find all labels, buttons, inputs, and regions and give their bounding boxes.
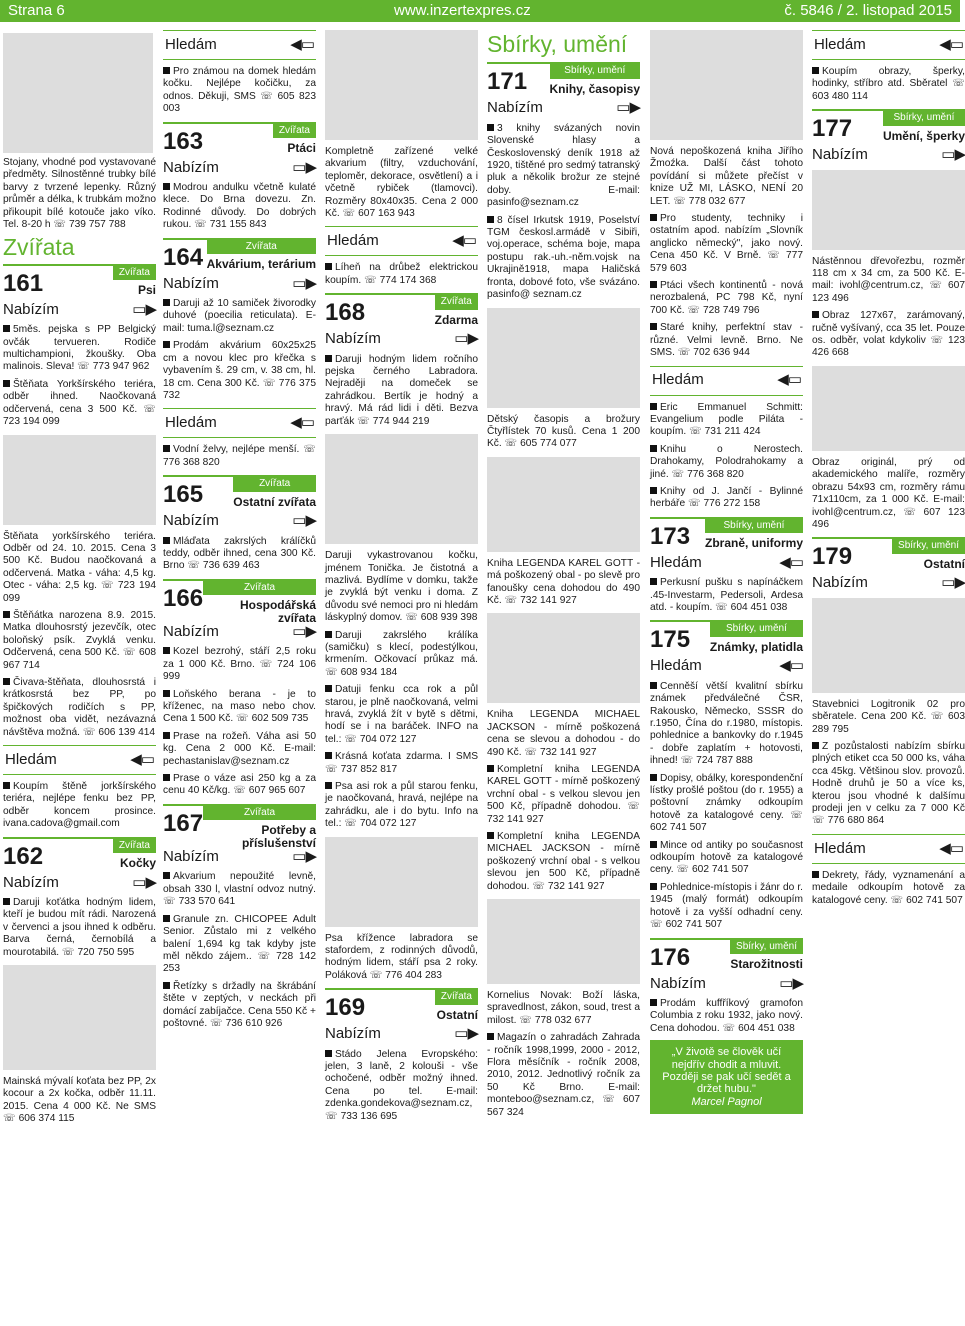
ad: Kozel bezrohý, stáří 2,5 roku za 1 000 Kč. Brno. ☏ 724 106 999 <box>163 646 316 683</box>
offer-heading: Nabízím <box>3 873 59 891</box>
column-4 <box>487 30 640 1124</box>
ad: Prase na rožeň. Váha asi 50 kg. Cena 2 000 Kč. E-mail: pechastanislav@seznam.cz <box>163 730 316 767</box>
ad: Kornelius Novak: Boží láska, spravedlnost, zákon, soud, trest a milost. ☏ 778 032 677 <box>487 990 640 1026</box>
ad: Líheň na drůbež elektrickou koupím. ☏ 774 174 368 <box>325 262 478 286</box>
ad: Loňského berana - je to kříženec, na maso nebo chov. Cena 1 500 Kč. ☏ 602 509 735 <box>163 688 316 725</box>
ad: Štěňata yorkšírského teriéra. Odběr od 24. 10. 2015. Cena 3 500 Kč. Budou naočkovaná a odčervená. Matka - váha: 4,5 kg. Otec - váha: 2,5 kg. ☏ 723 194 099 <box>3 530 156 604</box>
wanted-heading: Hledám <box>814 839 866 857</box>
ad: Obraz originál, prý od akademického malíře, rozměry obrazu 54x93 cm, rozměry rámu 71x110cm, za 1 000 Kč. E-mail: ivohl@centrum.cz, ☏ 607 123 496 <box>812 456 965 530</box>
section-number: 176 <box>650 943 691 971</box>
offer-heading: Nabízím <box>163 274 219 292</box>
section-sub: Zdarma <box>434 312 478 327</box>
ad: Stavebnici Logitronik 02 pro sběratele. Cena 200 Kč. ☏ 603 289 795 <box>812 698 965 735</box>
ad: Kompletní kniha LEGENDA MICHAEL JACKSON - mírně poškozený vrchní obal - s velkou slevou jen 500 Kč, případně dohodou. ☏ 732 141 927 <box>487 831 640 892</box>
ad: Modrou andulku včetně kulaté klece. Do Brna dovezu. Zn. Rodinné důvody. Do dobrých rukou. ☏ 731 155 843 <box>163 182 316 231</box>
section-sub: Hospodářská zvířata <box>239 598 316 625</box>
ad: Čivava-štěňata, dlouhosrstá i krátkosrstá bez PP, po špičkových rodičích s PP, možnost oba vidět, nezávazná návštěva možná. ☏ 606 139 414 <box>3 676 156 738</box>
painting-photo <box>812 366 965 451</box>
section-sub: Ostatní zvířata <box>233 494 316 509</box>
section-166 <box>163 579 316 641</box>
site-url[interactable]: www.inzertexpres.cz <box>394 2 531 19</box>
ad: Staré knihy, perfektní stav - různé. Velmi levně. Brno. Ne SMS. ☏ 702 636 944 <box>650 322 803 359</box>
section-number: 167 <box>163 809 204 837</box>
section-number: 171 <box>487 68 528 96</box>
stand-photo <box>3 33 153 153</box>
offer-heading: Nabízím <box>163 512 219 530</box>
ad: Datuji fenku cca rok a půl starou, je plně naočkovaná, velmi hravá, zvyklá žít v bytě s dětmi, hodí se i na baráček. INFO na tel.: ☏ 704 072 127 <box>325 684 478 745</box>
offer-heading: Nabízím <box>812 574 868 592</box>
ad: Krásná koťata zdarma. I SMS ☏ 737 852 817 <box>325 751 478 775</box>
issue-date: č. 5846 / 2. listopad 2015 <box>784 2 952 19</box>
ad: Kniha LEGENDA KAREL GOTT - má poškozený obal - po slevě pro fanoušky cena dohodou do 490 Kč. ☏ 732 141 927 <box>487 557 640 606</box>
section-label: Sbírky, umění <box>883 111 965 125</box>
ad: Cenněší větší kvalitní sbírku známek předválečné ČSR, Rakousko, Německo, SSSR do r.1950, Čína do r.1980, místopis. pohlednice a bankovky do r.1945 - dobře zaplatím + hotovosti, ihned! ☏ 724 787 888 <box>650 680 803 767</box>
section-label: Zvířata <box>435 990 478 1004</box>
ad: Daruji hodným lidem ročního pejska černého Labradora. Nejraději na domeček se zahrádkou. Bertík je hodný a hravý. Má rád lidi i děti. Bezva parťák ☏ 774 944 219 <box>325 353 478 427</box>
arrow-icon: ▭▶ <box>941 146 965 164</box>
section-number: 177 <box>812 115 853 143</box>
section-173 <box>650 517 803 571</box>
arrow-icon: ▭▶ <box>941 574 965 592</box>
section-label: Sbírky, umění <box>705 519 803 533</box>
ad: Kompletně zařízené velké akvarium (filtry, vzduchování, teploměr, dekorace, osvětlení) a i včetně rybiček (tlamovci). Rozměry 80x40x35. Cena 2 000 Kč. ☏ 607 163 943 <box>325 146 478 220</box>
section-177 <box>812 109 965 163</box>
book-cover-photo <box>650 30 803 140</box>
ad: Koupím obrazy, šperky, hodinky, stříbro atd. Sběratel ☏ 603 480 114 <box>812 66 965 102</box>
section-number: 161 <box>3 269 44 297</box>
ad: Pro studenty, techniky i ostatním apod. nabízím „Slovník anglicko německý", jako nový. Cena 450 Kč. V Brně. ☏ 777 579 603 <box>650 213 803 274</box>
section-sub: Známky, platidla <box>709 639 803 654</box>
ad: 8 čísel Irkutsk 1919, Poselství TGM českosl.armádě v Sibiři, voj.operace, schéma boje, mapa postupu rak.-uh.-něm.vojsk na Ukrajině1918, mapa Haličská fronta, dobové foto, vše svázáno. pasinfo@ seznam.cz <box>487 214 640 301</box>
quote-author: Marcel Pagnol <box>691 1095 762 1108</box>
arrow-icon: ◀▭ <box>779 553 803 571</box>
offer-heading: Nabízím <box>487 99 543 117</box>
column-3 <box>325 30 478 1128</box>
arrow-icon: ◀▭ <box>939 839 963 857</box>
ad: Prase o váze asi 250 kg a za cenu 40 Kč/kg. ☏ 607 965 607 <box>163 773 316 797</box>
section-sub: Kočky <box>119 856 156 871</box>
offer-heading: Nabízím <box>163 158 219 176</box>
section-sub: Umění, šperky <box>882 128 965 143</box>
offer-heading: Nabízím <box>325 330 381 348</box>
arrow-icon: ◀▭ <box>939 35 963 53</box>
arrow-icon: ▭▶ <box>292 158 316 176</box>
section-number: 166 <box>163 584 204 612</box>
section-label: Zvířata <box>203 581 316 595</box>
arrow-icon: ▭▶ <box>454 330 478 348</box>
arrow-icon: ▭▶ <box>454 1025 478 1043</box>
offer-heading: Nabízím <box>325 1025 381 1043</box>
section-165 <box>163 475 316 529</box>
section-168 <box>325 293 478 347</box>
quote-text: „V životě se člověk učí nejdřív chodit a mluvit. Později se pak učí sedět a držet hubu." <box>662 1046 791 1096</box>
section-sub: Ptáci <box>287 141 316 156</box>
ad: Nová nepoškozená kniha Jiřího Žmoźka. Další část tohoto povídání si můžete přečíst v knize UŽ MI, LÁSKO, NENÍ 20 LET. ☏ 778 032 677 <box>650 146 803 207</box>
section-sub: Knihy, časopisy <box>549 81 640 96</box>
wanted-heading: Hledám <box>165 414 217 432</box>
section-171 <box>487 62 640 116</box>
section-label: Sbírky, umění <box>892 539 965 553</box>
arrow-icon: ▭▶ <box>292 512 316 530</box>
section-label: Zvířata <box>113 266 156 280</box>
wanted-heading: Hledám <box>650 657 702 675</box>
offer-heading: Nabízím <box>163 622 219 640</box>
section-164 <box>163 238 316 292</box>
section-label: Zvířata <box>203 806 316 820</box>
ad: Pro známou na domek hledám kočku. Nejlépe kočičku, za odnos. Děkuji, SMS ☏ 605 823 003 <box>163 66 316 115</box>
arrow-icon: ◀▭ <box>130 750 154 768</box>
section-number: 164 <box>163 243 204 271</box>
section-label: Zvířata <box>207 240 316 254</box>
arrow-icon: ▭▶ <box>292 848 316 866</box>
ad: Z pozůstalosti nabízím sbírku plných etiket cca 50 000 ks, váha cca 45kg. Většinou slov. provozů. Hodně druhů je 50 a více ks, kterou jsou vhodné k dalšímu prodeji jen v celku za 7 000 Kč ☏ 776 680 864 <box>812 740 965 827</box>
section-label: Zvířata <box>435 295 478 309</box>
ad: Štěňátka narozena 8.9. 2015. Matka dlouhosrstý jezevčík, otec boloňský psík. Zvyklá venku. Odčervená, cena 500 Kč. ☏ 608 967 714 <box>3 609 156 671</box>
arrow-icon: ▭▶ <box>132 300 156 318</box>
section-162 <box>3 837 156 891</box>
section-label: Sbírky, umění <box>710 622 803 636</box>
section-163 <box>163 122 316 176</box>
ad: Štěňata Yorkšírského teriéra, odběr ihned. Naočkovaná odčervená, cena 3 500 Kč. ☏ 723 194 099 <box>3 378 156 428</box>
category-title: Sbírky, umění <box>487 31 628 57</box>
ad: Mainská mývalí koťata bez PP, 2x kocour a 2x kočka, odběr 11.11. 2015. Cena 4 000 Kč. Ne SMS ☏ 606 374 115 <box>3 1076 156 1125</box>
offer-heading: Nabízím <box>3 300 59 318</box>
column-1 <box>3 152 156 1131</box>
section-number: 175 <box>650 626 691 654</box>
cat-photo <box>325 434 478 544</box>
section-label: Sbírky, umění <box>730 940 803 954</box>
quote-box <box>650 1040 803 1114</box>
section-179 <box>812 537 965 591</box>
dog-photo <box>325 837 478 927</box>
section-sub: Psi <box>137 283 156 298</box>
arrow-icon: ▭▶ <box>292 622 316 640</box>
ad: Řetízky s držadly na škrábání štěte v zeptých, v neckách při domácí zabíjačce. Cena 550 Kč + poštovné. ☏ 736 610 926 <box>163 980 316 1029</box>
ad: Perkusní pušku s napínáčkem .45-Investarm, Pedersoli, Ardesa atd. - koupím. ☏ 604 451 038 <box>650 577 803 613</box>
magazines-photo <box>487 308 640 408</box>
ad: Vodní želvy, nejlépe menší. ☏ 776 368 820 <box>163 444 316 468</box>
section-169 <box>325 988 478 1042</box>
book-gott-photo <box>487 457 640 552</box>
ad: Akvarium nepoužité levně, obsah 330 l, vlastní odvoz nutný. ☏ 733 570 641 <box>163 871 316 908</box>
section-label: Sbírky, umění <box>550 64 640 78</box>
column-2 <box>163 30 316 1035</box>
offer-heading: Nabízím <box>163 848 219 866</box>
arrow-icon: ▭▶ <box>132 873 156 891</box>
ad: Knihu o Nerostech. Drahokamy, Polodrahokamy a jiné. ☏ 776 368 820 <box>650 443 803 480</box>
aquarium-photo <box>325 30 478 140</box>
ad: Dopisy, obálky, korespondenční lístky prošlé poštou (do r. 1955) a poštovní známky odkoupím hotově za katalogové ceny. ☏ 602 741 507 <box>650 772 803 834</box>
book-photo <box>487 899 640 984</box>
wanted-heading: Hledám <box>5 750 57 768</box>
ad: Knihy od J. Jančí - Bylinné herbáře ☏ 776 272 158 <box>650 485 803 510</box>
ad: Kompletní kniha LEGENDA KAREL GOTT - mírně poškozený vrchní obal - s velkou slevou jen 500 Kč, případně dohodou. ☏ 732 141 927 <box>487 763 640 825</box>
arrow-icon: ▭▶ <box>616 99 640 117</box>
wanted-heading: Hledám <box>652 371 704 389</box>
section-sub: Potřeby a příslušenství <box>241 823 316 850</box>
logitronik-photo <box>812 598 965 693</box>
ad: Daruji koťátka hodným lidem, kteří je budou mít rádi. Narozená v červenci a jsou ihned k odběru. Barva černá, černobílá a mourotabilá. ☏ 720 750 595 <box>3 897 156 958</box>
category-title: Zvířata <box>3 234 75 261</box>
ad: Daruji zakrslého králíka (samičku) s klecí, podestýlkou, krmením. Očkovací průkaz má. ☏ 608 934 184 <box>325 629 478 678</box>
ad: Daruji až 10 samiček živorodky duhové (poecilia reticulata). E-mail: tuma.l@seznam.cz <box>163 298 316 334</box>
ad: Kniha LEGENDA MICHAEL JACKSON - mírně poškozená cena se slevou a dohodou - do 490 Kč. ☏ 732 141 927 <box>487 709 640 758</box>
ad: Prodám akvárium 60x25x25 cm a novou klec pro křečka s vybavením š. 29 cm, v. 38 cm, hl. 18 cm. Cena 300 Kč. ☏ 776 375 732 <box>163 340 316 401</box>
section-176 <box>650 938 803 992</box>
ad: Pohlednice-místopis i žánr do r. 1945 (malý formát) odkoupím hotově i za vyšší odhadní ceny. ☏ 602 741 507 <box>650 881 803 931</box>
arrow-icon: ◀▭ <box>777 371 801 389</box>
ad: Psa asi rok a půl starou fenku, je naočkovaná, hravá, nejlépe na zahrádku, ale i do bytu. Info na tel.: ☏ 704 072 127 <box>325 781 478 830</box>
carving-photo <box>812 170 965 250</box>
section-sub: Ostatní <box>923 556 965 571</box>
ad: 5měs. pejska s PP Belgický ovčák tervueren. Rodiče multichampioni, žkoušky. Oba malinois. Sleva! ☏ 773 947 962 <box>3 324 156 373</box>
column-5 <box>650 30 803 1114</box>
arrow-icon: ▭▶ <box>779 974 803 992</box>
book-jackson-photo <box>487 613 640 703</box>
ad: Nástěnnou dřevořezbu, rozměr 118 cm x 34 cm, za 500 Kč. E-mail: ivohl@centrum.cz, ☏ 607 123 496 <box>812 255 965 304</box>
section-label: Zvířata <box>233 477 316 491</box>
section-sub: Akvárium, terárium <box>206 257 316 272</box>
ad: Daruji vykastrovanou kočku, jménem Tonička. Je čistotná a mazlivá. Bydlíme v domku, takže je zvyklá být venku i doma. Z důvodu své nemoci pro ni hledám láskyplný domov. ☏ 608 939 398 <box>325 550 478 624</box>
ad: 3 knihy svázaných novin Slovenské hlasy a Československý deník 1918 až 1920, tištěné pro sedmý tatranský pluk a několik brožur ze stejné doby. E-mail: pasinfo@seznam.cz <box>487 122 640 209</box>
arrow-icon: ◀▭ <box>779 657 803 675</box>
ad: Koupím štěně jorkšírského teriéra, nejlépe fenku bez PP, odběr koncem prosince. ivana.cadova@gmail.com <box>3 781 156 830</box>
ad: Obraz 127x67, zarámovaný, ručně vyšívaný, cca 35 let. Pouze os. odběr, volat kdykoliv ☏ 123 426 668 <box>812 310 965 359</box>
section-number: 179 <box>812 543 853 571</box>
kitten-photo <box>3 965 156 1070</box>
ad: Eric Emmanuel Schmitt: Evangelium podle Piláta - koupím. ☏ 731 211 424 <box>650 401 803 438</box>
column-6 <box>812 30 965 912</box>
section-number: 168 <box>325 299 366 327</box>
wanted-heading: Hledám <box>165 35 217 53</box>
section-sub: Ostatní <box>436 1007 478 1022</box>
offer-heading: Nabízím <box>650 974 706 992</box>
puppy-photo <box>3 435 156 525</box>
section-number: 173 <box>650 522 691 550</box>
ad: Granule zn. CHICOPEE Adult Senior. Zůstalo mi z velkého balení 1,694 kg tak kdyby jste měl někdo zájem.. ☏ 728 142 253 <box>163 913 316 975</box>
section-number: 169 <box>325 994 366 1022</box>
section-number: 162 <box>3 842 44 870</box>
ad: Psa křížence labradora se stafordem, z rodinných důvodů, hodným lidem, stáří psa 2 roky. Poláková ☏ 776 404 283 <box>325 932 478 981</box>
top-bar <box>0 0 960 22</box>
ad: Stojany, vhodné pod vystavované předměty. Silnostěnné trubky bílé barvy z tvrzené lepenky. Různý průměr a délka, k trubkám možno přikoupit bílé kotouče jako víko. Tel. 8-20 h ☏ 739 757 788 <box>3 157 156 231</box>
ad: Mince od antiky po současnost odkoupím hotově za katalogové ceny. ☏ 602 741 507 <box>650 839 803 876</box>
ad: Magazín o zahradách Zahrada - ročník 1998,1999, 2000 - 2012, Flora měsíčník - ročník 2008, 2010, 2012. Jednotlivý ročník za 50 Kč Brno. E-mail: monteboo@seznam.cz, ☏ 607 567 324 <box>487 1032 640 1118</box>
arrow-icon: ▭▶ <box>292 274 316 292</box>
wanted-heading: Hledám <box>327 232 379 250</box>
page-number: Strana 6 <box>8 2 65 19</box>
section-sub: Zbraně, uniformy <box>704 536 803 551</box>
ad: Prodám kuffříkový gramofon Columbia z roku 1932, jako nový. Cena dohodou. ☏ 604 451 038 <box>650 997 803 1034</box>
ad: Dětský časopis a brožury Čtyřlístek 70 kusů. Cena 1 200 Kč. ☏ 605 774 077 <box>487 413 640 450</box>
ad: Ptáci všech kontinentů - nová nerozbalená, PC 798 Kč, nyní 700 Kč. ☏ 728 749 796 <box>650 280 803 316</box>
section-label: Zvířata <box>113 839 156 853</box>
section-label: Zvířata <box>273 124 316 138</box>
ad: Stádo Jelena Evropského: jelen, 3 laně, 2 kolouši - vše ochočené, odběr možný ihned. Cena po tel. E-mail: zdenka.gondekova@seznam.cz, ☏ 733 136 695 <box>325 1048 478 1122</box>
section-sub: Starožitnosti <box>730 956 803 971</box>
section-175 <box>650 620 803 674</box>
section-167 <box>163 804 316 866</box>
section-number: 163 <box>163 127 204 155</box>
arrow-icon: ◀▭ <box>290 414 314 432</box>
offer-heading: Nabízím <box>812 146 868 164</box>
wanted-heading: Hledám <box>814 35 866 53</box>
section-number: 165 <box>163 481 204 509</box>
ad: Mláďata zakrslých králíčků teddy, odběr ihned, cena 300 Kč. Brno ☏ 736 639 463 <box>163 535 316 572</box>
ad: Dekrety, řády, vyznamenání a medaile odkoupím hotově za katalogové ceny. ☏ 602 741 507 <box>812 869 965 906</box>
arrow-icon: ◀▭ <box>290 35 314 53</box>
arrow-icon: ◀▭ <box>452 232 476 250</box>
section-161 <box>3 264 156 318</box>
wanted-heading: Hledám <box>650 553 702 571</box>
